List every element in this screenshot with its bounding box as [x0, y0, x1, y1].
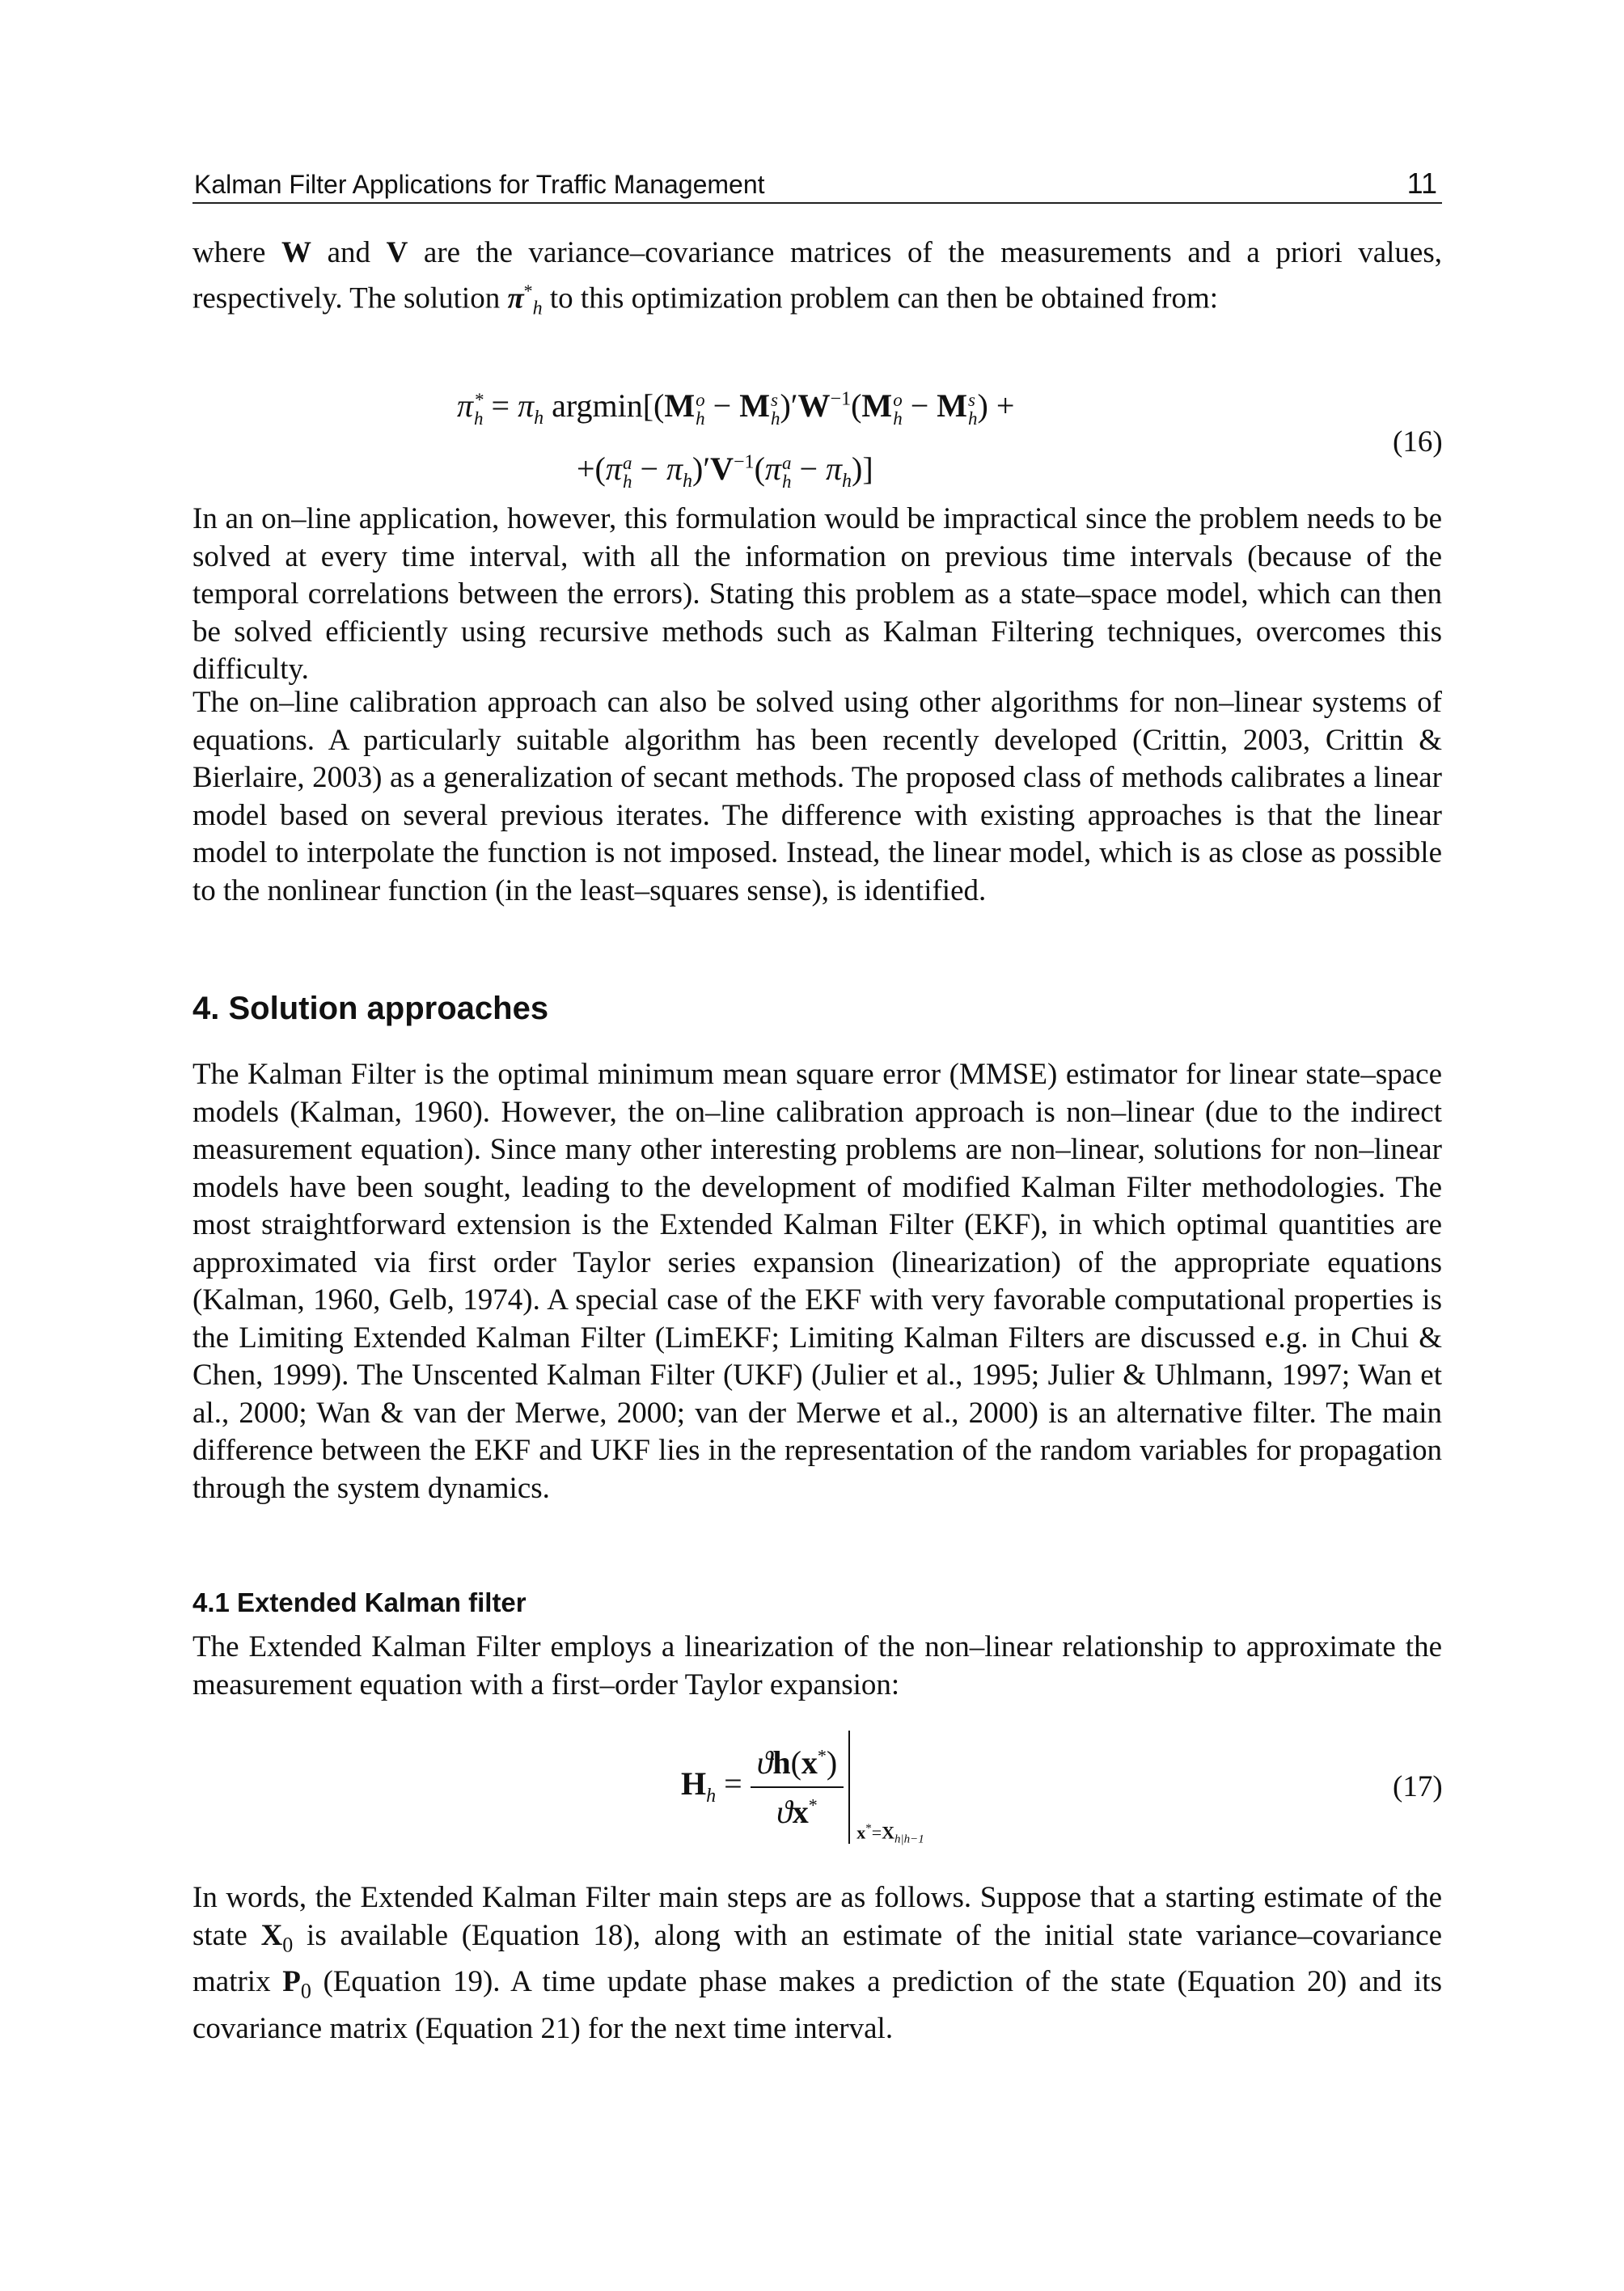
sup: * — [817, 1745, 827, 1766]
equals: = — [871, 1822, 882, 1843]
sub: h — [696, 408, 705, 429]
paragraph-calibration — [192, 684, 1442, 910]
text: to this optimization problem can then be obtained from: — [542, 281, 1219, 315]
paren: ) + — [977, 387, 1015, 424]
page-number: 11 — [1406, 167, 1437, 200]
symbol-star: * — [523, 280, 533, 301]
paren: ( — [754, 450, 765, 487]
paren: +( — [577, 450, 606, 487]
sup: o — [893, 389, 903, 410]
symbol-h: H — [681, 1765, 707, 1803]
text: (Equation 19). A time update phase makes a prediction of the state (Equation 20) and its covariance matrix (Equation 21) for the next time interval. — [192, 1965, 1442, 2046]
theta: ϑ — [776, 1794, 793, 1830]
symbol-p: P — [282, 1965, 301, 1999]
text: is available (Equation 18), along with an estimate of the initial state variance–covariance matrix — [192, 1918, 1442, 1999]
symbol-x: x — [792, 1794, 809, 1830]
paragraph-text: The Extended Kalman Filter employs a linearization of the non–linear relationship to approximate the measurement equation with a first–order Taylor expansion: — [192, 1630, 1442, 1701]
numerator — [751, 1744, 844, 1788]
fraction — [751, 1744, 844, 1831]
text: and — [311, 236, 387, 269]
inverse: −1 — [734, 451, 755, 473]
equation-17 — [681, 1731, 963, 1844]
paren: ( — [851, 387, 862, 424]
symbol-x: X — [260, 1918, 283, 1952]
sub: 0 — [300, 1979, 311, 2003]
paren: ) — [826, 1744, 838, 1781]
symbol-h: h — [772, 1744, 791, 1781]
minus: − — [902, 387, 937, 424]
argmin: argmin[( — [543, 387, 665, 424]
paragraph-steps — [192, 1879, 1442, 2048]
equation-17-number: (17) — [1393, 1770, 1443, 1803]
symbol-m: M — [861, 387, 893, 424]
sub: 0 — [282, 1932, 294, 1956]
sup: * — [808, 1794, 818, 1815]
minus: − — [704, 387, 740, 424]
sup: s — [968, 389, 975, 410]
equation-16-number: (16) — [1393, 425, 1443, 459]
running-title: Kalman Filter Applications for Traffic Management — [194, 170, 765, 199]
sub: h — [622, 471, 632, 492]
equals: = — [483, 387, 518, 424]
sub: h — [968, 408, 978, 429]
sub: h — [706, 1786, 717, 1807]
minus: − — [791, 450, 826, 487]
inverse: −1 — [830, 388, 852, 410]
text: are the variance–covariance matrices of the measurements and a priori values, respectively. The solution — [192, 236, 1442, 315]
sup: s — [770, 389, 778, 410]
symbol-w: W — [797, 387, 831, 424]
paren: )′ — [692, 450, 711, 487]
symbol-pi: π — [457, 387, 474, 424]
symbol-pi: π — [507, 281, 524, 315]
paragraph-text: In an on–line application, however, this formulation would be impractical since the problem needs to be solved at every time interval, with all the information on previous time intervals (because of the temporal correlations between the errors). Stating this problem as a state–space model, which can then be solved efficiently using recursive methods such as Kalman Filtering techniques, overcomes this difficulty. — [192, 502, 1442, 686]
sub: h — [842, 471, 852, 492]
symbol-x: x — [856, 1822, 866, 1843]
symbol-pi: π — [764, 450, 781, 487]
sub: h|h−1 — [894, 1833, 924, 1846]
denominator — [751, 1788, 844, 1831]
symbol-pi: π — [826, 450, 843, 487]
paragraph-text: The Kalman Filter is the optimal minimum mean square error (MMSE) estimator for linear state–space models (Kalman, 1960). However, the on–line calibration approach is non–linear (due to the indirect measurement equation). Since many other interesting problems are non–linear, solutions for non–linear models have been sought, leading to the development of modified Kalman Filter methodologies. The most straightforward extension is the Extended Kalman Filter (EKF), in which optimal quantities are approximated via first order Taylor series expansion (linearization) of the appropriate equations (Kalman, 1960, Gelb, 1974). A special case of the EKF with very favorable computational properties is the Limiting Extended Kalman Filter (LimEKF; Limiting Kalman Filters are discussed e.g. in Chui & Chen, 1999). The Unscented Kalman Filter (UKF) (Julier et al., 1995; Julier & Uhlmann, 1997; Wan et al., 2000; Wan & van der Merwe, 2000; van der Merwe et al., 2000) is an alternative filter. The main difference between the EKF and UKF lies in the representation of the random variables for propagation through the system dynamics. — [192, 1058, 1442, 1505]
symbol-w: W — [281, 236, 311, 269]
running-header — [192, 167, 1442, 204]
evaluation-point — [856, 1822, 924, 1847]
sub: h — [770, 408, 780, 429]
text: In words, the Extended Kalman Filter main steps are as follows. Suppose that a starting estimate of the state — [192, 1881, 1442, 1952]
equals: = — [716, 1765, 751, 1803]
symbol-m: M — [664, 387, 696, 424]
evaluation-bar — [848, 1731, 963, 1844]
sub: h — [474, 408, 484, 429]
sub: h — [893, 408, 903, 429]
sub: h — [683, 471, 693, 492]
section-heading: 4. Solution approaches — [192, 991, 549, 1026]
symbol-m: M — [937, 387, 968, 424]
symbol-h: h — [532, 298, 543, 319]
sup: * — [865, 1822, 872, 1836]
sup: o — [696, 389, 705, 410]
symbol-v: V — [386, 236, 408, 269]
paragraph-intro — [192, 235, 1442, 328]
sup: * — [474, 389, 484, 410]
paren: )] — [852, 450, 873, 487]
sub: h — [781, 471, 792, 492]
equation-16-line1 — [457, 387, 1014, 429]
sup: a — [622, 452, 632, 473]
paragraph-online — [192, 501, 1442, 689]
sup: a — [781, 452, 792, 473]
symbol-m: M — [739, 387, 770, 424]
paragraph-text: The on–line calibration approach can also be solved using other algorithms for non–linear systems of equations. A particularly suitable algorithm has been recently developed (Crittin, 2003, Crittin & Bierlaire, 2003) as a generalization of secant methods. The proposed class of methods calibrates a linear model based on several previous iterates. The difference with existing approaches is that the linear model to interpolate the function is not imposed. Instead, the linear model, which is as close as possible to the nonlinear function (in the least–squares sense), is identified. — [192, 686, 1442, 907]
equation-16-line2 — [577, 450, 873, 492]
theta: ϑ — [756, 1744, 773, 1781]
symbol-pi: π — [518, 387, 535, 424]
paren: )′ — [780, 387, 798, 424]
symbol-x: X — [882, 1822, 895, 1843]
symbol-pi: π — [605, 450, 622, 487]
symbol-v: V — [710, 450, 734, 487]
symbol-x: x — [801, 1744, 818, 1781]
paren: ( — [790, 1744, 801, 1781]
minus: − — [632, 450, 666, 487]
text: where — [192, 236, 281, 269]
sub: h — [534, 408, 544, 429]
paragraph-solution — [192, 1056, 1442, 1507]
symbol-pi: π — [666, 450, 683, 487]
subsection-heading: 4.1 Extended Kalman filter — [192, 1587, 527, 1617]
paragraph-ekf — [192, 1629, 1442, 1704]
